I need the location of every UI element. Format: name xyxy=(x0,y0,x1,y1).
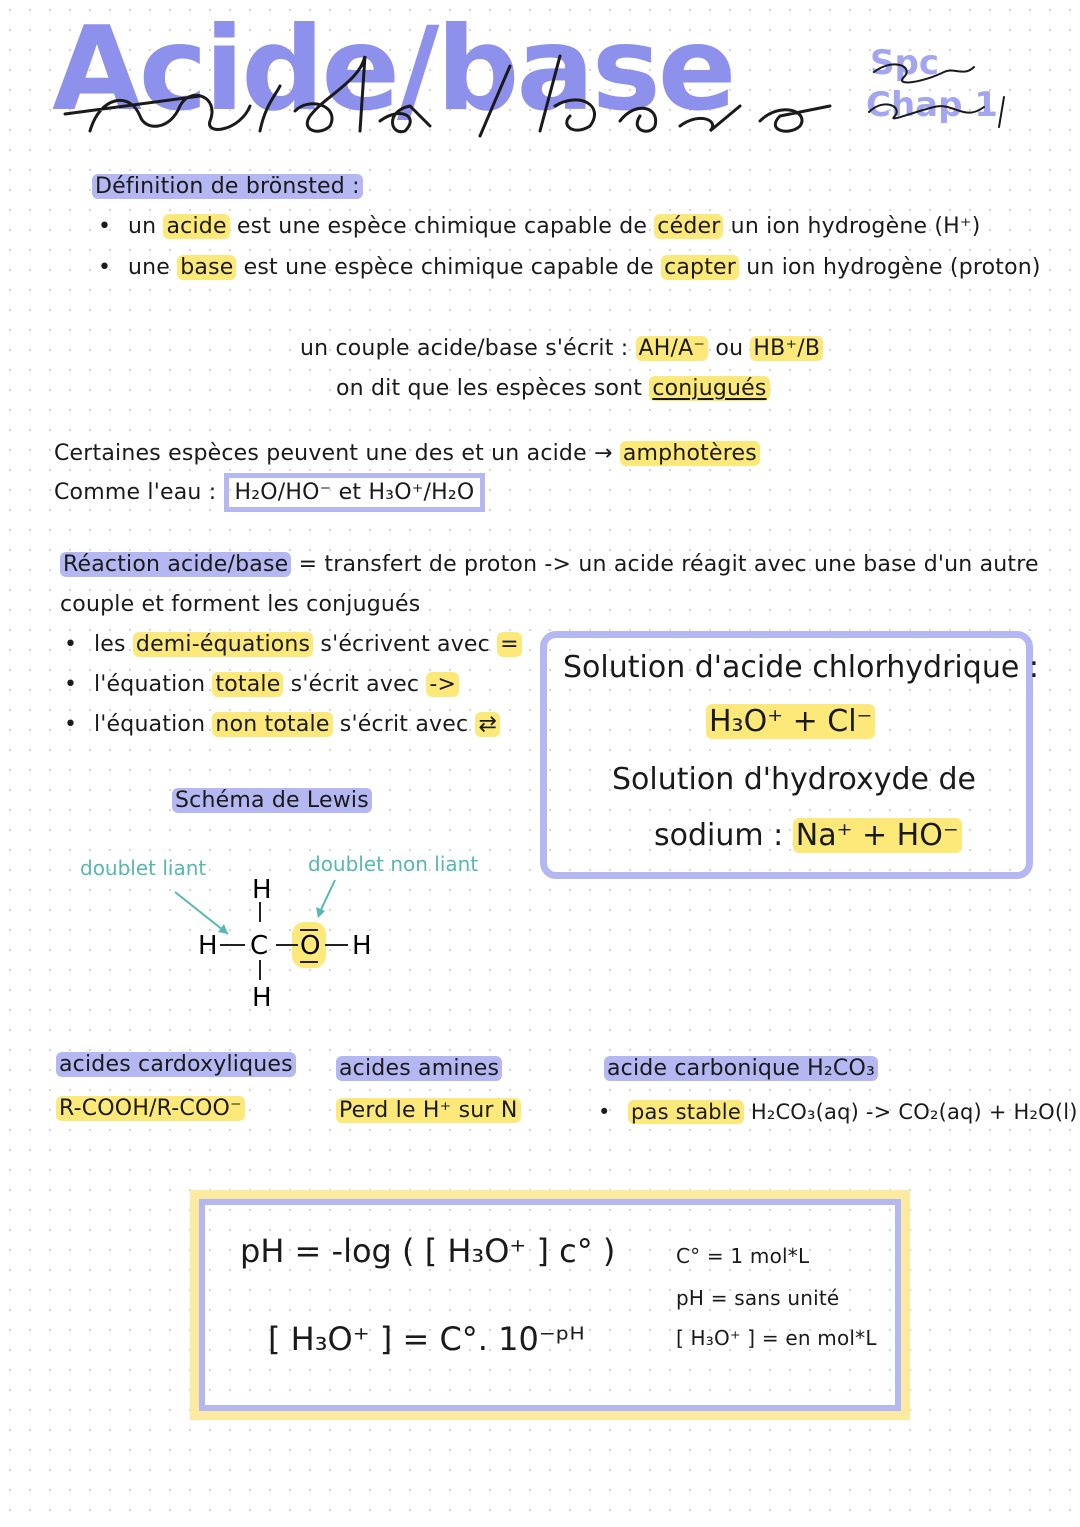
definition-item-acid xyxy=(98,214,981,239)
reaction-item-demi xyxy=(64,632,522,657)
amine-note xyxy=(336,1098,521,1123)
def-text: une xyxy=(128,255,178,280)
carboxyl-formula xyxy=(56,1096,245,1121)
couple-line-1 xyxy=(300,336,823,361)
couple-text: un couple acide/base s'écrit : xyxy=(300,336,636,361)
def-highlight: acide xyxy=(163,214,229,239)
water-couples-box: H₂O/HO⁻ et H₃O⁺/H₂O xyxy=(224,473,486,512)
def-highlight: céder xyxy=(654,214,723,239)
reaction-item-non-totale xyxy=(64,712,500,737)
def-highlight: base xyxy=(177,255,236,280)
lewis-heading-text: Schéma de Lewis xyxy=(172,788,372,813)
solution-base-title: Solution d'hydroxyde de xyxy=(612,762,976,797)
couple-highlight: AH/A⁻ xyxy=(636,336,709,361)
handwritten-subject-overlay xyxy=(864,52,1024,132)
solution-base-ions-text: Na⁺ + HO⁻ xyxy=(793,818,962,853)
def-highlight: capter xyxy=(661,255,739,280)
reaction-line-1 xyxy=(60,552,1039,577)
arrow-doublet-liant xyxy=(175,892,228,934)
ph-formula: pH = -log ( [ H₃O⁺ ] c° ) xyxy=(240,1232,616,1270)
def-text: est une espèce chimique capable de xyxy=(236,255,662,280)
carboxyl-title-text: acides cardoxyliques xyxy=(56,1052,296,1077)
h3o-formula: [ H₃O⁺ ] = C°. 10⁻ᵖᴴ xyxy=(268,1320,585,1358)
definition-heading xyxy=(92,174,363,199)
reaction-text: s'écrivent avec xyxy=(313,632,498,657)
amine-note-text: Perd le H⁺ sur N xyxy=(336,1098,521,1123)
reaction-text: = transfert de proton -> un acide réagit avec une base d'un autre xyxy=(291,552,1039,577)
def-text: un ion hydrogène (H⁺) xyxy=(723,214,981,239)
reaction-highlight: non totale xyxy=(212,712,332,737)
reaction-line-2: couple et forment les conjugués xyxy=(60,592,421,617)
page-title: Acide/base xyxy=(52,2,734,137)
chapter-label: Chap 1 xyxy=(866,85,998,125)
carbonic-title-text: acide carbonique H₂CO₃ xyxy=(604,1056,878,1081)
atom-h-left: H xyxy=(198,931,218,961)
amph-highlight: amphotères xyxy=(620,441,760,466)
amph-text: Certaines espèces peuvent une des et un acide → xyxy=(54,441,620,466)
reaction-text: l'équation xyxy=(94,712,213,737)
atom-o: O xyxy=(300,931,321,961)
def-text: est une espèce chimique capable de xyxy=(229,214,655,239)
solution-acid-ions xyxy=(706,704,875,739)
solution-base-text: sodium : xyxy=(654,818,793,853)
definition-item-base xyxy=(98,255,1041,280)
reaction-highlight: demi-équations xyxy=(133,632,313,657)
reaction-text: les xyxy=(94,632,133,657)
amphoteres-line-1 xyxy=(54,441,760,466)
ph-note-c0: C° = 1 mol*L xyxy=(676,1244,810,1268)
reaction-text: s'écrit avec xyxy=(283,672,427,697)
lewis-structure xyxy=(120,870,420,1030)
amine-title xyxy=(336,1056,502,1081)
atom-h-bottom: H xyxy=(252,983,272,1013)
solution-base-ions xyxy=(654,818,962,853)
ph-note-h3o-unit: [ H₃O⁺ ] = en mol*L xyxy=(676,1326,877,1350)
def-text: un xyxy=(128,214,164,239)
reaction-text: l'équation xyxy=(94,672,213,697)
amphoteres-line-2 xyxy=(54,480,485,505)
solution-acid-title: Solution d'acide chlorhydrique : xyxy=(563,650,1039,685)
carbonic-equation: H₂CO₃(aq) -> CO₂(aq) + H₂O(l) xyxy=(743,1100,1078,1124)
carbonic-highlight: pas stable xyxy=(628,1100,744,1124)
def-text: un ion hydrogène (proton) xyxy=(739,255,1041,280)
atom-c: C xyxy=(250,931,269,961)
subject-label: Spc xyxy=(870,43,939,83)
couple-line-2 xyxy=(336,376,770,401)
reaction-symbol: ⇄ xyxy=(475,712,500,737)
reaction-symbol: = xyxy=(497,632,522,657)
couple-text: ou xyxy=(708,336,751,361)
couple-text: on dit que les espèces sont xyxy=(336,376,650,401)
carbonic-title xyxy=(604,1056,878,1081)
atom-h-right: H xyxy=(352,931,372,961)
carboxyl-formula-text: R-COOH/R-COO⁻ xyxy=(56,1096,245,1121)
reaction-highlight: totale xyxy=(212,672,283,697)
atom-h-top: H xyxy=(252,875,272,905)
solution-acid-ions-text: H₃O⁺ + Cl⁻ xyxy=(706,704,875,739)
couple-highlight: HB⁺/B xyxy=(750,336,823,361)
label-doublet-non-liant: doublet non liant xyxy=(308,852,479,876)
handwritten-title-overlay xyxy=(60,36,850,146)
label-doublet-liant: doublet liant xyxy=(80,856,207,880)
definition-heading-text: Définition de brönsted : xyxy=(92,174,363,199)
amph-text: Comme l'eau : xyxy=(54,480,224,505)
ph-note-unit: pH = sans unité xyxy=(676,1286,840,1310)
reaction-text: s'écrit avec xyxy=(332,712,476,737)
carboxyl-title xyxy=(56,1052,296,1077)
reaction-label: Réaction acide/base xyxy=(60,552,291,577)
lewis-heading xyxy=(172,788,372,813)
reaction-symbol: -> xyxy=(426,672,459,697)
amine-title-text: acides amines xyxy=(336,1056,502,1081)
carbonic-note xyxy=(598,1100,1078,1124)
reaction-item-totale xyxy=(64,672,459,697)
couple-highlight: conjugués xyxy=(649,376,769,401)
